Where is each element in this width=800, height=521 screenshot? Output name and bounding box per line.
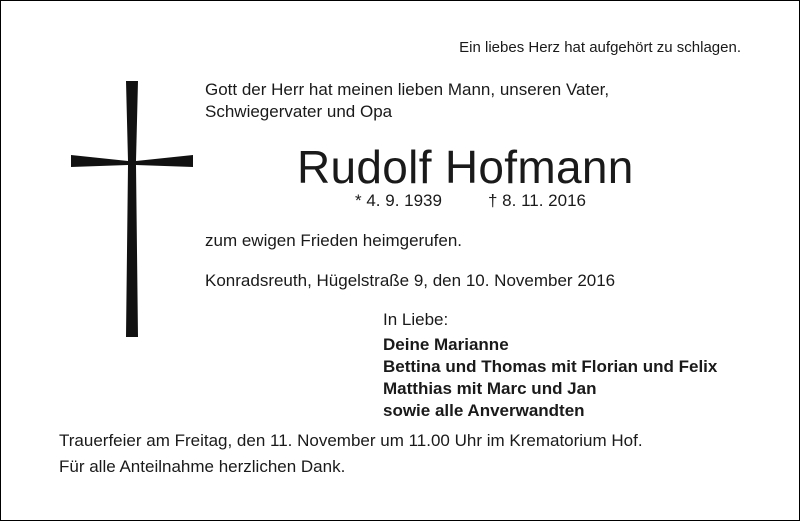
motto-text: Ein liebes Herz hat aufgehört zu schlagen. xyxy=(459,39,741,56)
mourners-list xyxy=(383,334,717,422)
mourner-line: Matthias mit Marc und Jan xyxy=(383,379,597,398)
place-date: Konradsreuth, Hügelstraße 9, den 10. November 2016 xyxy=(205,271,616,290)
mourner-line: sowie alle Anverwandten xyxy=(383,401,585,420)
rest-text: zum ewigen Frieden heimgerufen. xyxy=(205,231,463,250)
cross-icon xyxy=(69,81,195,337)
intro-line-1: Gott der Herr hat meinen lieben Mann, unseren Vater, xyxy=(205,80,610,99)
mourner-line: Deine Marianne xyxy=(383,335,509,354)
deceased-name: Rudolf Hofmann xyxy=(297,141,634,193)
birth-date: * 4. 9. 1939 xyxy=(355,191,442,210)
intro-text xyxy=(205,79,609,123)
thanks-text: Für alle Anteilnahme herzlichen Dank. xyxy=(59,457,346,476)
death-date: † 8. 11. 2016 xyxy=(488,191,586,210)
funeral-info: Trauerfeier am Freitag, den 11. November um 11.00 Uhr im Krematorium Hof. xyxy=(59,431,643,450)
mourner-line: Bettina und Thomas mit Florian und Felix xyxy=(383,357,718,376)
love-heading: In Liebe: xyxy=(383,310,449,329)
intro-line-2: Schwiegervater und Opa xyxy=(205,102,393,121)
